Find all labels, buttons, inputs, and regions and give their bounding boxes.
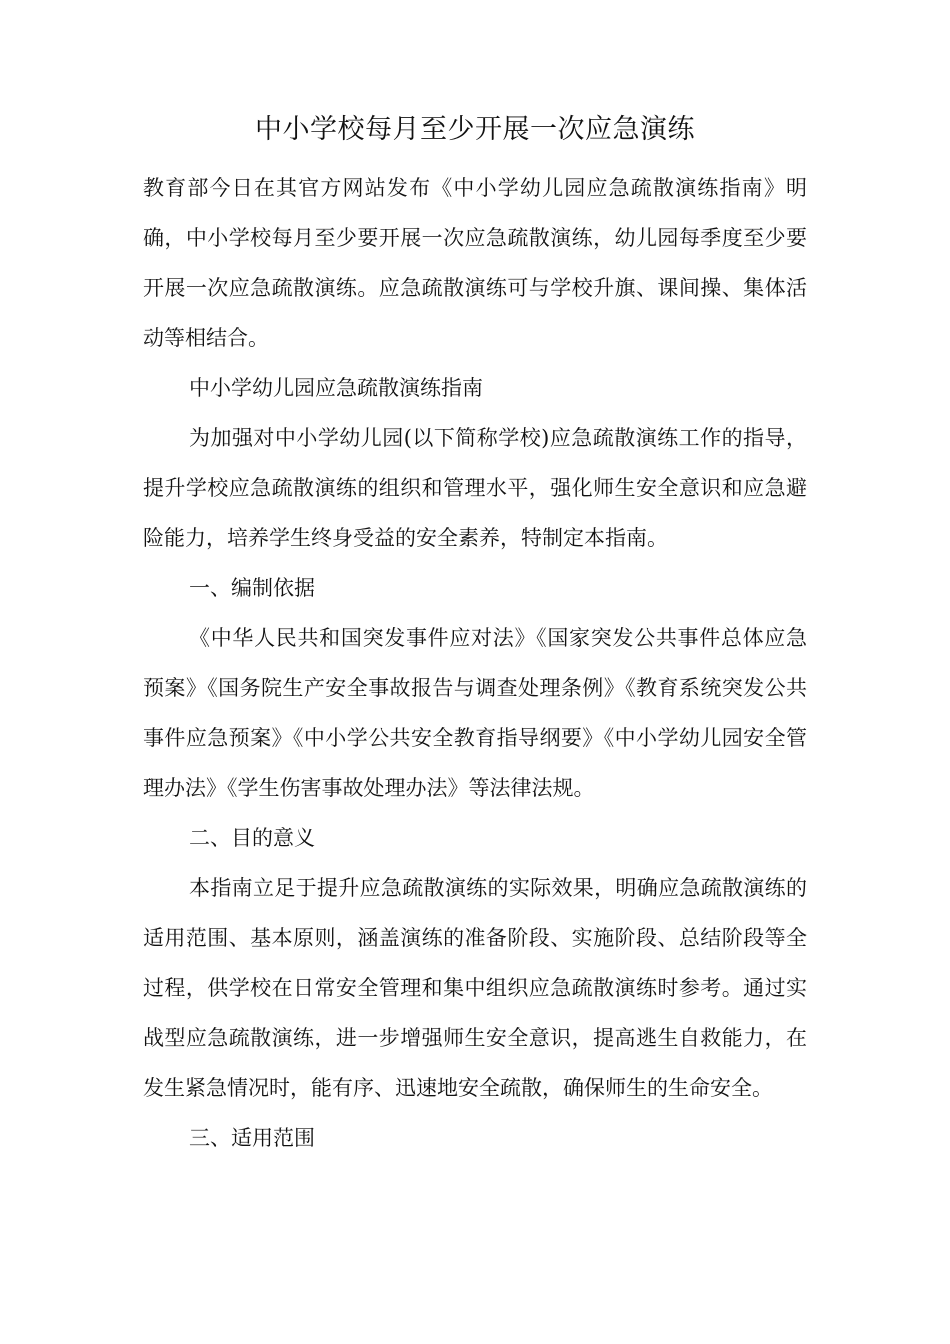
paragraph-section-1: 《中华人民共和国突发事件应对法》《国家突发公共事件总体应急预案》《国务院生产安全事故报告与调查处理条例》《教育系统突发公共事件应急预案》《中小学公共安全教育指导纲要》《中小学幼儿园安全管理办法》《学生伤害事故处理办法》等法律法规。 [143, 626, 807, 800]
section-heading-1: 一、编制依据 [189, 576, 315, 600]
paragraph-guide-title: 中小学幼儿园应急疏散演练指南 [189, 376, 483, 400]
document-body [143, 163, 807, 1163]
paragraph-lead: 教育部今日在其官方网站发布《中小学幼儿园应急疏散演练指南》明确，中小学校每月至少要开展一次应急疏散演练，幼儿园每季度至少要开展一次应急疏散演练。应急疏散演练可与学校升旗、课间操、集体活动等相结合。 [143, 176, 807, 350]
document-title: 中小学校每月至少开展一次应急演练 [255, 114, 695, 145]
paragraph-preamble: 为加强对中小学幼儿园(以下简称学校)应急疏散演练工作的指导，提升学校应急疏散演练的组织和管理水平，强化师生安全意识和应急避险能力，培养学生终身受益的安全素养，特制定本指南。 [143, 426, 807, 550]
section-heading-3: 三、适用范围 [189, 1126, 315, 1150]
paragraph-section-2: 本指南立足于提升应急疏散演练的实际效果，明确应急疏散演练的适用范围、基本原则，涵盖演练的准备阶段、实施阶段、总结阶段等全过程，供学校在日常安全管理和集中组织应急疏散演练时参考。通过实战型应急疏散演练，进一步增强师生安全意识，提高逃生自救能力，在发生紧急情况时，能有序、迅速地安全疏散，确保师生的生命安全。 [143, 876, 807, 1100]
section-heading-2: 二、目的意义 [189, 826, 315, 850]
